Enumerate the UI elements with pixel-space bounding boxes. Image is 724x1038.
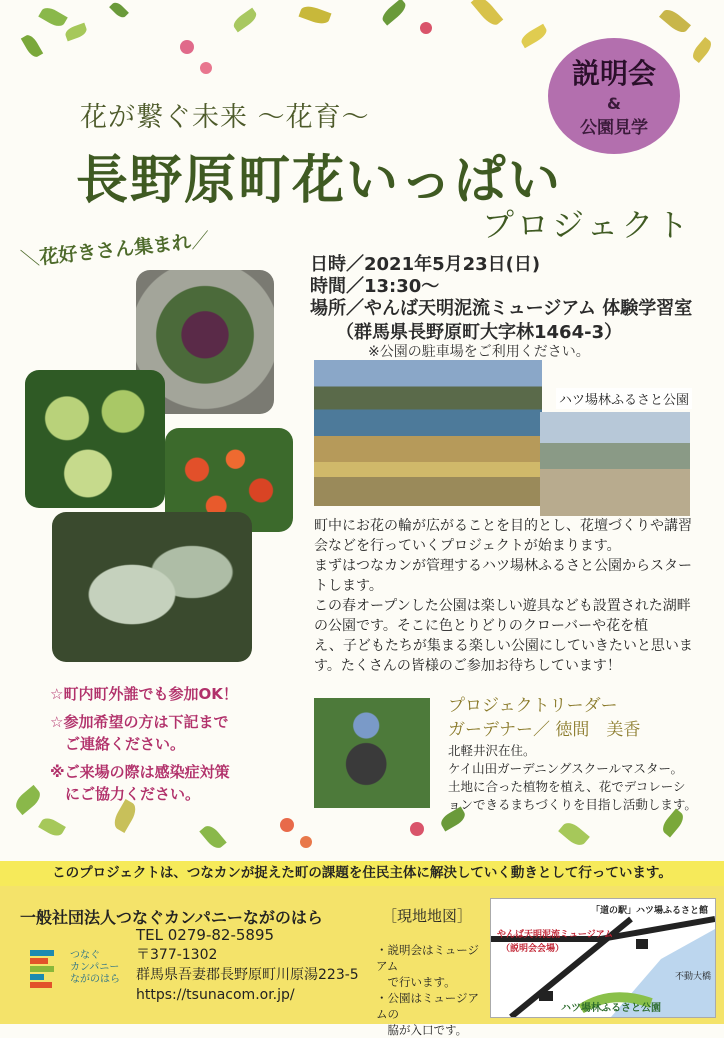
event-date: 日時／2021年5月23日(日) [310,254,541,275]
map-note-line: 脇が入口です。 [376,1023,468,1037]
bio-line: 土地に合った植物を植え、花でデコレーシ [448,779,686,794]
leader-photo [314,698,430,808]
badge-main: 説明会 [571,57,656,90]
tagline-text: 花好きさん集まれ [38,231,192,269]
map-note-line: で行います。 [376,975,456,989]
note-contact-cont: ご連絡ください。 [50,735,186,753]
map-title: ［現地地図］ [382,907,473,925]
description-line: す。たくさんの皆様のご参加お待ちしています！ [314,658,621,674]
project-statement-band: このプロジェクトは、つなカンが捉えた町の課題を住民主体に解決していく動きとして行っています。 [0,861,724,886]
tagline [19,225,211,272]
organization-logo [30,950,54,990]
logo-line: つなぐ [70,950,100,961]
leader-name: ガーデナー／ 徳間 美香 [448,720,641,740]
event-address: （群馬県長野原町大字林1464-3） [336,322,623,343]
map-label-museum: やんば天明泥流ミュージアム [497,930,614,940]
project-description [314,516,694,676]
park-photo-label: ハツ場林ふるさと公園 [556,388,692,409]
parking-note: ※公園の駐車場をご利用ください。 [368,344,590,360]
page-title: 長野原町花いっぱい [76,150,563,211]
badge-amp: & [607,94,621,113]
note-contact: ☆参加希望の方は下記まで [50,713,229,731]
logo-line: カンパニー [70,962,120,973]
website-link[interactable]: https://tsunacom.or.jp/ [136,987,295,1003]
museum-icon [539,991,553,1001]
organization-name: 一般社団法人つなぐカンパニーながのはら [20,908,323,927]
bio-line: ョンできるまちづくりを目指し活動します。 [448,797,697,812]
description-line: まずはつなカンが管理するハツ場林ふるさと公園からスター [314,558,692,574]
bio-line: ケイ山田ガーデニングスクールマスター。 [448,761,684,776]
map-note-line: ・公園はミュージアムの [376,991,480,1021]
station-house-icon [636,939,648,949]
badge-sub: 公園見学 [580,118,648,138]
logo-line: ながのはら [70,974,120,985]
park-bridge-photo [540,412,690,516]
event-time: 時間／13:30〜 [310,276,440,297]
description-line: 会などを行っていくプロジェクトが始まります。 [314,538,621,554]
map-label-venue: （説明会会場） [501,944,565,954]
leader-title: プロジェクトリーダー [448,696,618,716]
map-label-station: 「道の駅」ハツ場ふるさと館 [591,906,709,916]
slash-left: ＼ [19,246,41,271]
logo-text [70,950,120,986]
event-badge [548,38,680,154]
park-aerial-photo [314,360,542,506]
location-map[interactable] [490,898,716,1018]
note-open-to-all: ☆町内町外誰でも参加OK！ [50,685,238,703]
postal-code: 〒377-1302 [136,947,218,963]
note-infection: ※ご来場の際は感染症対策 [50,763,230,781]
address: 群馬県吾妻郡長野原町川原湯223-5 [136,967,359,983]
description-line: トします。 [314,578,383,594]
hydrangea-photo [25,370,165,508]
lambs-ear-photo [52,512,252,662]
leader-role [448,694,640,742]
title-sub: プロジェクト [482,206,692,244]
leader-bio [448,742,697,814]
contact-info [136,925,359,1005]
map-note-line: ・説明会はミュージアム [376,943,480,973]
phone-number[interactable]: TEL 0279-82-5895 [136,926,275,944]
event-place: 場所／やんば天明泥流ミュージアム 体験学習室 [310,298,693,319]
description-line: の公園です。そこに色とりどりのクローバーや花を植 [314,618,649,634]
bio-line: 北軽井沢在住。 [448,743,536,758]
map-label-park: ハツ場林ふるさと公園 [561,1003,661,1014]
subtitle: 花が繋ぐ未来 〜花育〜 [80,102,370,133]
note-infection-cont: にご協力ください。 [50,785,201,803]
description-line: 町中にお花の輪が広がることを目的とし、花壇づくりや講習 [314,518,692,534]
description-line: この春オープンした公園は楽しい遊具なども設置された湖畔 [314,598,691,614]
description-line: え、子どもたちが集まる楽しい公園にしていきたいと思いま [314,638,693,654]
map-label-bridge: 不動大橋 [675,972,712,982]
slash-right: ／ [189,229,211,253]
